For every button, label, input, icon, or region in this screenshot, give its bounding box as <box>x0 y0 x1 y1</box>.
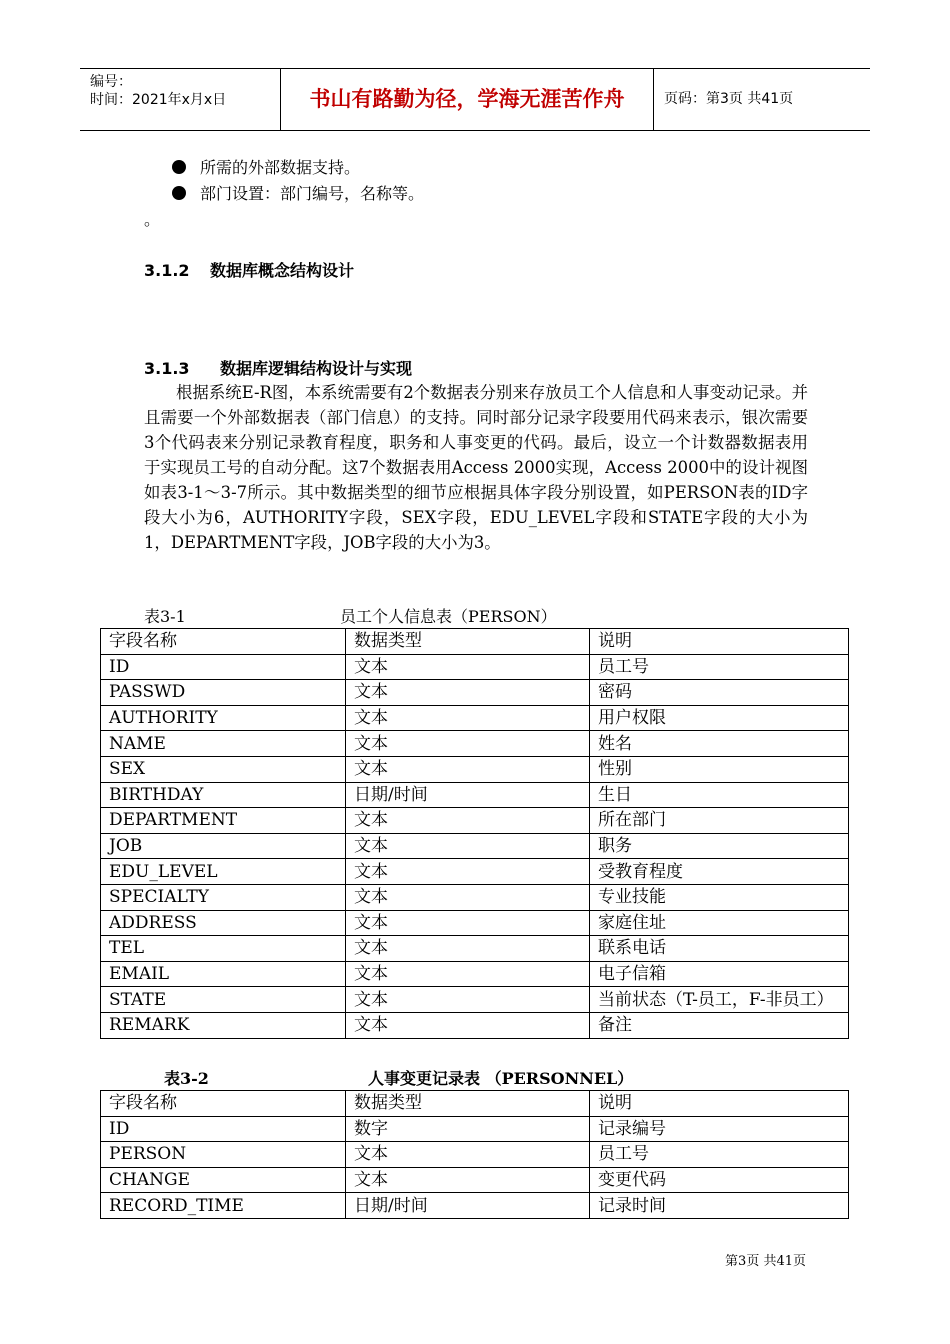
table-cell: 电子信箱 <box>590 961 849 987</box>
table-cell: 生日 <box>590 782 849 808</box>
table-row <box>101 987 849 1013</box>
page-header <box>80 68 870 131</box>
table-cell: 职务 <box>590 833 849 859</box>
table-row <box>101 859 849 885</box>
table-cell: 联系电话 <box>590 936 849 962</box>
table-cell: 员工号 <box>590 654 849 680</box>
table-row <box>101 884 849 910</box>
table-cell: PASSWD <box>101 680 346 706</box>
table-row <box>101 808 849 834</box>
table-cell: DEPARTMENT <box>101 808 346 834</box>
table-cell: 日期/时间 <box>346 1193 590 1219</box>
bullet-item: 部门设置：部门编号，名称等。 <box>172 184 424 204</box>
table-cell: 姓名 <box>590 731 849 757</box>
table-row <box>101 654 849 680</box>
table-cell: 文本 <box>346 654 590 680</box>
section-heading: 3.1.2 数据库概念结构设计 <box>144 261 355 280</box>
table-cell: 家庭住址 <box>590 910 849 936</box>
table-header-row <box>101 629 849 655</box>
table-cell: 受教育程度 <box>590 859 849 885</box>
table-cell: 变更代码 <box>590 1167 849 1193</box>
table-header-cell: 字段名称 <box>101 629 346 655</box>
table-cell: BIRTHDAY <box>101 782 346 808</box>
table-cell: TEL <box>101 936 346 962</box>
table-header-cell: 字段名称 <box>101 1091 346 1117</box>
table-row <box>101 731 849 757</box>
table-cell: EMAIL <box>101 961 346 987</box>
table-cell: AUTHORITY <box>101 705 346 731</box>
table-cell: 性别 <box>590 756 849 782</box>
table-cell: 当前状态（T-员工，F-非员工） <box>590 987 849 1013</box>
table-cell: 文本 <box>346 808 590 834</box>
bullet-dot-icon <box>172 160 186 174</box>
table-cell: ADDRESS <box>101 910 346 936</box>
table-cell: 文本 <box>346 1012 590 1038</box>
table-row <box>101 1167 849 1193</box>
serial-label: 编号： <box>90 74 132 90</box>
table-cell: 员工号 <box>590 1142 849 1168</box>
table-row <box>101 680 849 706</box>
table-cell: 文本 <box>346 1142 590 1168</box>
table-cell: 用户权限 <box>590 705 849 731</box>
table-cell: ID <box>101 654 346 680</box>
table-cell: 记录编号 <box>590 1116 849 1142</box>
table-row <box>101 1193 849 1219</box>
header-motto: 书山有路勤为径，学海无涯苦作舟 <box>281 69 654 130</box>
table-cell: EDU_LEVEL <box>101 859 346 885</box>
table-cell: 文本 <box>346 705 590 731</box>
table-row <box>101 782 849 808</box>
time-label: 时间：2021年x月x日 <box>90 92 227 108</box>
table-cell: 文本 <box>346 859 590 885</box>
page-footer: 第3页 共41页 <box>725 1254 806 1269</box>
table-cell: 文本 <box>346 961 590 987</box>
table-row <box>101 705 849 731</box>
table-row <box>101 756 849 782</box>
header-meta <box>80 69 281 130</box>
table-cell: PERSON <box>101 1142 346 1168</box>
table-header-cell: 数据类型 <box>346 1091 590 1117</box>
section-heading: 3.1.3 数据库逻辑结构设计与实现 <box>144 359 413 378</box>
table-cell: SPECIALTY <box>101 884 346 910</box>
header-page-label: 页码：第3页 共41页 <box>664 91 794 107</box>
table-header-cell: 说明 <box>590 629 849 655</box>
bullet-dot-icon <box>172 186 186 200</box>
table1-title: 员工个人信息表（PERSON） <box>340 607 557 626</box>
table-row <box>101 910 849 936</box>
table-row <box>101 961 849 987</box>
table-cell: SEX <box>101 756 346 782</box>
table-cell: 文本 <box>346 910 590 936</box>
table-cell: 文本 <box>346 987 590 1013</box>
table-personnel <box>100 1090 849 1219</box>
table-cell: 文本 <box>346 756 590 782</box>
table-cell: 文本 <box>346 731 590 757</box>
table-cell: 记录时间 <box>590 1193 849 1219</box>
table-cell: 数字 <box>346 1116 590 1142</box>
table-cell: 文本 <box>346 833 590 859</box>
table-cell: 密码 <box>590 680 849 706</box>
table-row <box>101 936 849 962</box>
table-cell: JOB <box>101 833 346 859</box>
table-cell: NAME <box>101 731 346 757</box>
table-row <box>101 1142 849 1168</box>
body-paragraph: 根据系统E-R图，本系统需要有2个数据表分别来存放员工个人信息和人事变动记录。并且需要一个外部数据表（部门信息）的支持。同时部分记录字段要用代码来表示，银次需要3个代码表来分别记录教育程度，职务和人事变更的代码。最后，设立一个计数器数据表用于实现员工号的自动分配。这7个数据表用Access 2000实现，Access 2000中的设计视图如表3-1～3-7所示。其中数据类型的细节应根据具体字段分别设置，如PERSON表的ID字段大小为6，AUTHORITY字段，SEX字段，EDU_LEVEL字段和STATE字段的大小为1，DEPARTMENT字段，JOB字段的大小为3。 <box>144 383 808 552</box>
table-cell: 文本 <box>346 936 590 962</box>
table-cell: STATE <box>101 987 346 1013</box>
table-cell: 日期/时间 <box>346 782 590 808</box>
table-cell: RECORD_TIME <box>101 1193 346 1219</box>
table-row <box>101 1116 849 1142</box>
table-header-row <box>101 1091 849 1117</box>
table-cell: ID <box>101 1116 346 1142</box>
table-cell: 文本 <box>346 680 590 706</box>
table-cell: 文本 <box>346 884 590 910</box>
table-header-cell: 说明 <box>590 1091 849 1117</box>
table-cell: 文本 <box>346 1167 590 1193</box>
table1-label: 表3-1 <box>144 607 186 626</box>
table-cell: 专业技能 <box>590 884 849 910</box>
table-cell: 备注 <box>590 1012 849 1038</box>
table-cell: REMARK <box>101 1012 346 1038</box>
table-cell: CHANGE <box>101 1167 346 1193</box>
table2-label: 表3-2 <box>164 1069 209 1088</box>
table-row <box>101 833 849 859</box>
table-row <box>101 1012 849 1038</box>
table-person <box>100 628 849 1039</box>
bullet-item: 所需的外部数据支持。 <box>172 158 360 178</box>
stray-mark: 。 <box>144 210 161 229</box>
table-header-cell: 数据类型 <box>346 629 590 655</box>
table-cell: 所在部门 <box>590 808 849 834</box>
table2-title: 人事变更记录表 （PERSONNEL） <box>368 1069 634 1088</box>
